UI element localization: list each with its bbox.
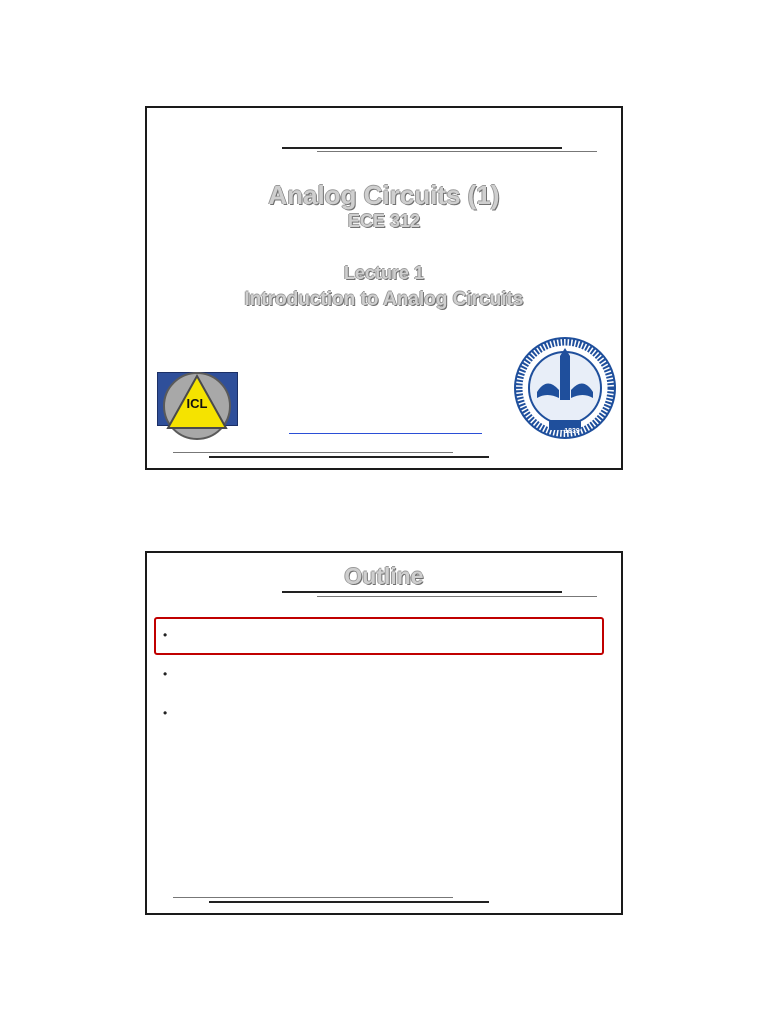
slide-title: Analog Circuits (1) bbox=[268, 180, 500, 210]
outline-bullet: • bbox=[163, 628, 168, 642]
footer-rule-shadow bbox=[173, 897, 453, 898]
header-rule-shadow bbox=[317, 151, 597, 152]
lecture-topic: Introduction to Analog Circuits bbox=[244, 289, 524, 310]
title-slide bbox=[145, 106, 623, 470]
outline-slide bbox=[145, 551, 623, 915]
header-rule-shadow bbox=[317, 596, 597, 597]
outline-title: Outline bbox=[344, 563, 424, 589]
university-seal bbox=[513, 336, 617, 440]
header-rule bbox=[282, 591, 562, 593]
link-underline bbox=[289, 433, 482, 434]
lecture-number: Lecture 1 bbox=[343, 263, 425, 283]
header-rule bbox=[282, 147, 562, 149]
footer-rule bbox=[209, 456, 489, 458]
highlight-box bbox=[154, 617, 604, 655]
footer-rule-shadow bbox=[173, 452, 453, 453]
seal-year: 1839 bbox=[564, 428, 580, 435]
outline-bullet: • bbox=[163, 706, 168, 720]
course-code: ECE 312 bbox=[347, 211, 421, 231]
icl-logo-text: ICL bbox=[186, 396, 208, 411]
outline-bullet: • bbox=[163, 667, 168, 681]
footer-rule bbox=[209, 901, 489, 903]
